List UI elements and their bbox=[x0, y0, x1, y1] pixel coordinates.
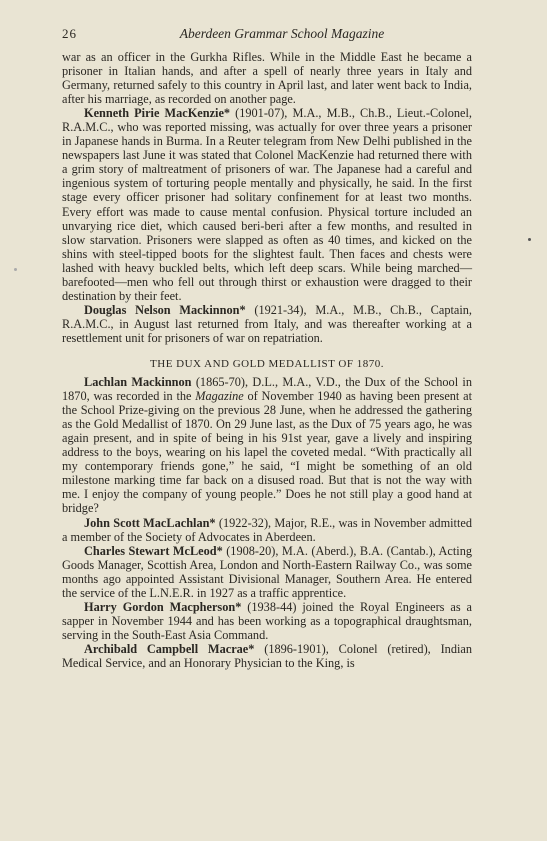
paragraph-text: (1921-34), M.A., M.B., Ch.B., Captain, R.A.M.C., in August last returned from Italy, and was thereafter working at a resettlement unit for prisoners of war on repatriation. bbox=[62, 302, 472, 345]
running-title: Aberdeen Grammar School Magazine bbox=[179, 26, 385, 41]
page-speck bbox=[528, 238, 531, 241]
page-speck bbox=[14, 268, 17, 271]
paragraph-macpherson bbox=[62, 600, 472, 642]
paragraph-mackinnon-douglas bbox=[62, 303, 472, 345]
person-name: Douglas Nelson Mackinnon* bbox=[84, 302, 246, 317]
paragraph-maclachlan bbox=[62, 516, 472, 544]
paragraph-text: (1922-32), Major, R.E., was in November admitted a member of the Society of Advocates in Aberdeen. bbox=[62, 515, 472, 544]
paragraph-gurkha bbox=[62, 50, 472, 106]
person-name: Kenneth Pirie MacKenzie* bbox=[84, 106, 231, 121]
page-header bbox=[62, 26, 472, 44]
paragraph-text: of November 1940 as having been present at the School Prize-giving on the previous 28 June, when he addressed the gathering as the Gold Medallist of 1870. On 29 June last, as the Dux of 75 years ago, he was again present, and in spite of being in his 91st year, gave a lively and inspiring address to the boys, wearing on his lapel the coveted medal. “With practically all my contemporary friends gone,” he said, “I might be something of an old milestone marking time far back on a disused road. But that is not the way with me. I enjoy the company of young people.” Does he not still play a good hand at bridge? bbox=[62, 389, 472, 516]
person-name: Harry Gordon Macpherson* bbox=[84, 599, 242, 614]
paragraph-text: war as an officer in the Gurkha Rifles. While in the Middle East he became a prisoner in Italian hands, and after a spell of nearly three years in Italy and Germany, returned safely to this country in April last, and later went back to India, after his marriage, as recorded on another page. bbox=[62, 50, 472, 107]
person-name: Lachlan Mackinnon bbox=[84, 375, 192, 390]
paragraph-text: (1938-44) joined the Royal Engineers as a sapper in November 1944 and has been working as a topographical draughtsman, serving in the South-East Asia Command. bbox=[62, 599, 473, 642]
paragraph-text: (1908-20), M.A. (Aberd.), B.A. (Cantab.), Acting Goods Manager, Scottish Area, London and North-Eastern Railway Co., was some months ago appointed Assistant Divisional Manager, Southern Area. He entered the service of the L.N.E.R. in 1927 as a traffic apprentice. bbox=[62, 543, 472, 600]
paragraph-mcleod bbox=[62, 544, 472, 600]
paragraph-text: (1901-07), M.A., M.B., Ch.B., Lieut.-Colonel, R.A.M.C., who was reported missing, was actually for over three years a prisoner in Japanese hands in Burma. In a Reuter telegram from New Delhi published in the newspapers last June it was stated that Colonel MacKenzie had returned there with a grim story of maltreatment of prisoners of war. The Japanese had a careful and ingenious system of torturing people mentally and physically, he said. In the first stage every officer prisoner had solitary confinement for at least two months. Every effort was made to cause mental confusion. Physical torture included an unvarying rice diet, which caused beri-beri after a few months, and resulted in slow starvation. Prisoners were slapped as often as 40 times, and kicked on the shins with steel-tipped boots for the slightest fault. Then faces and chests were lashed with heavy buckled belts, which left deep scars. While being marched—barefooted—men who fell out through thirst or exhaustion were dragged to their destination by their feet. bbox=[62, 106, 472, 303]
paragraph-text: (1865-70), D.L., M.A., V.D., the Dux of the School in 1870, was recorded in the bbox=[62, 375, 472, 404]
italic-title: Magazine bbox=[195, 389, 244, 404]
person-name: Charles Stewart McLeod* bbox=[84, 543, 223, 558]
section-heading: THE DUX AND GOLD MEDALLIST OF 1870. bbox=[150, 357, 384, 370]
paragraph-macrae bbox=[62, 642, 472, 670]
paragraph-dux bbox=[62, 375, 472, 515]
paragraph-text: (1896-1901), Colonel (retired), Indian Medical Service, and an Honorary Physician to the King, is bbox=[62, 641, 472, 670]
article-body bbox=[62, 50, 472, 670]
paragraph-mackenzie bbox=[62, 106, 472, 303]
person-name: Archibald Campbell Macrae* bbox=[84, 641, 255, 656]
page-number: 26 bbox=[62, 26, 77, 41]
person-name: John Scott MacLachlan* bbox=[84, 515, 216, 530]
